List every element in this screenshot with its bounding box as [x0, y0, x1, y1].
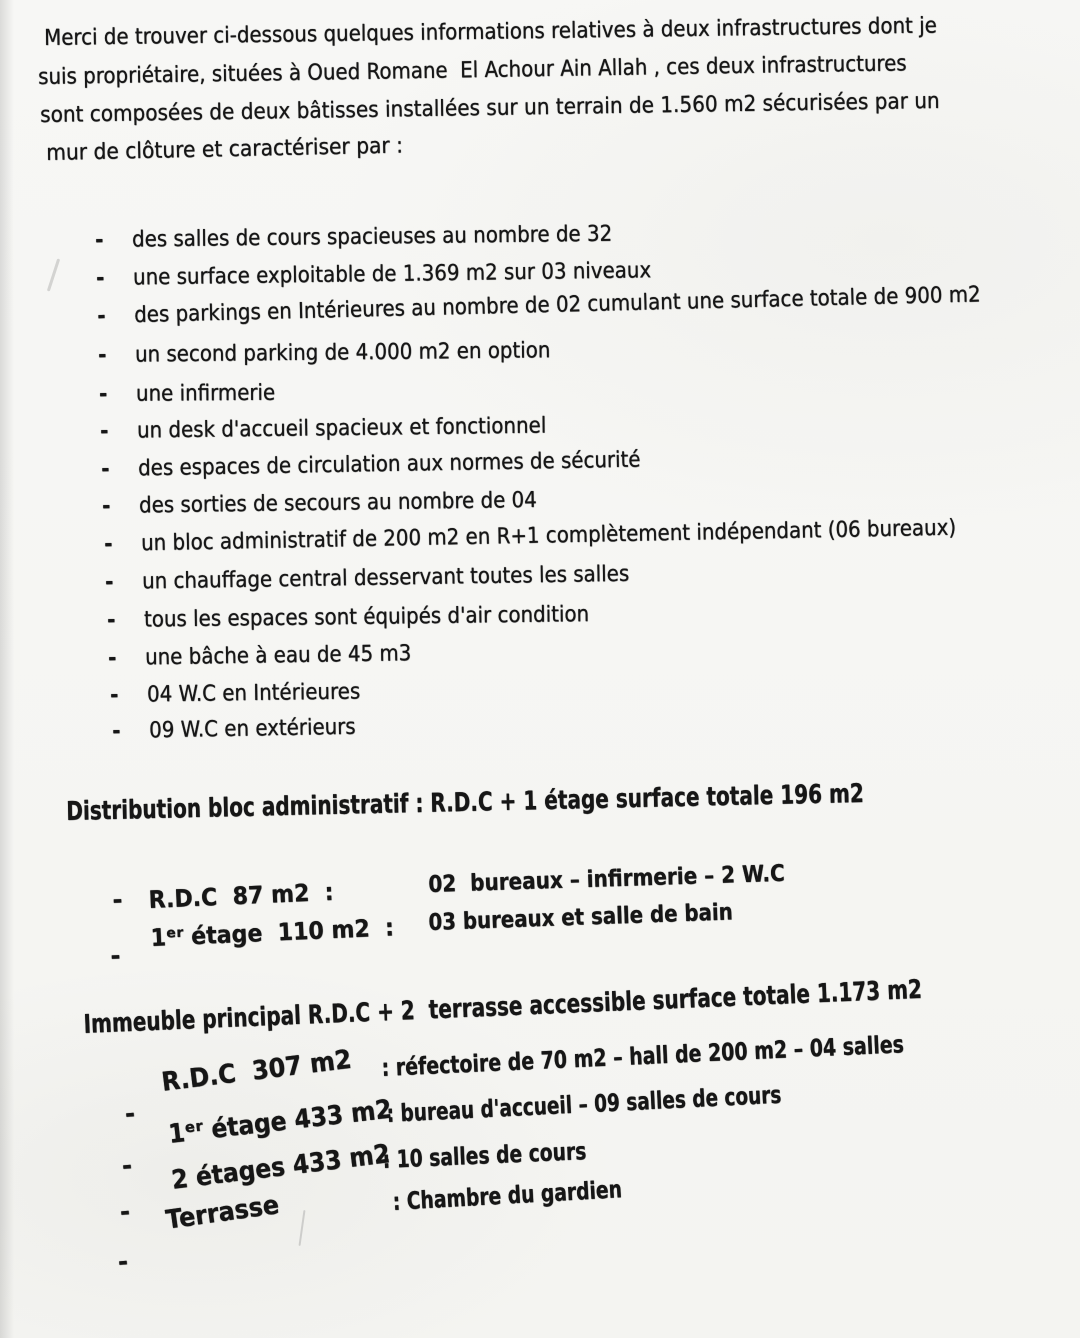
row-label: 1ᵉʳ étage 110 m2 : — [150, 913, 395, 952]
row-dash: - — [117, 1247, 129, 1276]
row-desc: 03 bureaux et salle de bain — [428, 899, 734, 936]
row-dash: - — [121, 1151, 133, 1180]
bullet-dash: - — [96, 265, 105, 291]
bullet-dash: - — [97, 303, 106, 329]
intro-line-3: sont composées de deux bâtisses installées sur un terrain de 1.560 m2 sécurisées par un — [40, 88, 940, 128]
bullet-dash: - — [108, 645, 117, 671]
feature-item — [112, 715, 356, 744]
feature-text: tous les espaces sont équipés d'air condition — [143, 602, 590, 633]
row-desc: : 10 salles de cours — [382, 1137, 587, 1174]
feature-item — [98, 338, 551, 368]
bullet-dash: - — [104, 531, 113, 557]
bullet-dash: - — [107, 607, 116, 633]
row-label: 2 étages 433 m2 — [170, 1139, 392, 1196]
feature-item — [102, 488, 537, 519]
row-label: R.D.C 307 m2 — [160, 1044, 354, 1098]
feature-text: 04 W.C en Intérieures — [146, 679, 361, 708]
row-label: R.D.C 87 m2 : — [148, 877, 335, 914]
bullet-dash: - — [112, 718, 121, 744]
scan-artifact-line — [299, 1210, 306, 1246]
feature-text: 09 W.C en extérieurs — [148, 714, 356, 744]
feature-item — [108, 641, 411, 671]
bullet-dash: - — [110, 682, 119, 708]
bullet-dash: - — [105, 569, 114, 595]
row-dash: - — [112, 885, 123, 914]
feature-text: des sorties de secours au nombre de 04 — [138, 487, 537, 519]
intro-line-1: Merci de trouver ci-dessous quelques informations relatives à deux infrastructures dont je — [44, 13, 937, 51]
feature-item — [110, 680, 360, 708]
intro-line-4: mur de clôture et caractériser par : — [46, 133, 404, 166]
bullet-dash: - — [101, 456, 110, 482]
feature-item — [101, 448, 641, 482]
row-desc: : bureau d'accueil – 09 salles de cours — [386, 1080, 782, 1128]
bullet-dash: - — [95, 227, 104, 253]
feature-text: des espaces de circulation aux normes de sécurité — [137, 447, 641, 482]
feature-text: une bâche à eau de 45 m3 — [144, 641, 412, 671]
bullet-dash: - — [99, 381, 108, 407]
feature-text: un desk d'accueil spacieux et fonctionnel — [136, 413, 547, 444]
bullet-dash: - — [98, 342, 107, 368]
row-desc: 02 bureaux – infirmerie – 2 W.C — [428, 860, 786, 898]
feature-text: un bloc administratif de 200 m2 en R+1 complètement indépendant (06 bureaux) — [140, 515, 957, 557]
feature-item — [107, 602, 589, 633]
feature-item — [96, 258, 651, 291]
row-dash: - — [110, 941, 121, 970]
row-dash: - — [124, 1099, 136, 1128]
feature-item — [97, 282, 981, 329]
section2-heading: Immeuble principal R.D.C + 2 terrasse accessible surface totale 1.173 m2 — [83, 974, 923, 1040]
feature-item — [99, 381, 275, 407]
feature-text: une surface exploitable de 1.369 m2 sur 03 niveaux — [132, 258, 652, 291]
scan-artifact-slash — [47, 258, 60, 291]
row-desc: : réfectoire de 70 m2 – hall de 200 m2 – 04 salles — [381, 1030, 905, 1082]
row-desc: : Chambre du gardien — [392, 1175, 623, 1216]
feature-text: des salles de cours spacieuses au nombre de 32 — [131, 221, 613, 253]
section1-heading: Distribution bloc administratif : R.D.C + 1 étage surface totale 196 m2 — [66, 778, 865, 827]
row-dash: - — [119, 1197, 131, 1226]
row-label: Terrasse — [164, 1190, 281, 1236]
feature-item — [104, 516, 956, 557]
intro-line-2: suis propriétaire, situées à Oued Romane El Achour Ain Allah , ces deux infrastructures — [38, 51, 907, 90]
feature-item — [95, 222, 612, 253]
feature-text: des parkings en Intérieures au nombre de 02 cumulant une surface totale de 900 m2 — [133, 282, 981, 329]
bullet-dash: - — [100, 418, 109, 444]
feature-text: un second parking de 4.000 m2 en option — [134, 338, 551, 368]
feature-text: une infirmerie — [135, 380, 276, 407]
feature-text: un chauffage central desservant toutes les salles — [141, 561, 630, 595]
feature-item — [105, 562, 629, 595]
feature-item — [100, 414, 546, 444]
bullet-dash: - — [102, 493, 111, 519]
row-label: 1ᵉʳ étage 433 m2 — [167, 1094, 394, 1150]
